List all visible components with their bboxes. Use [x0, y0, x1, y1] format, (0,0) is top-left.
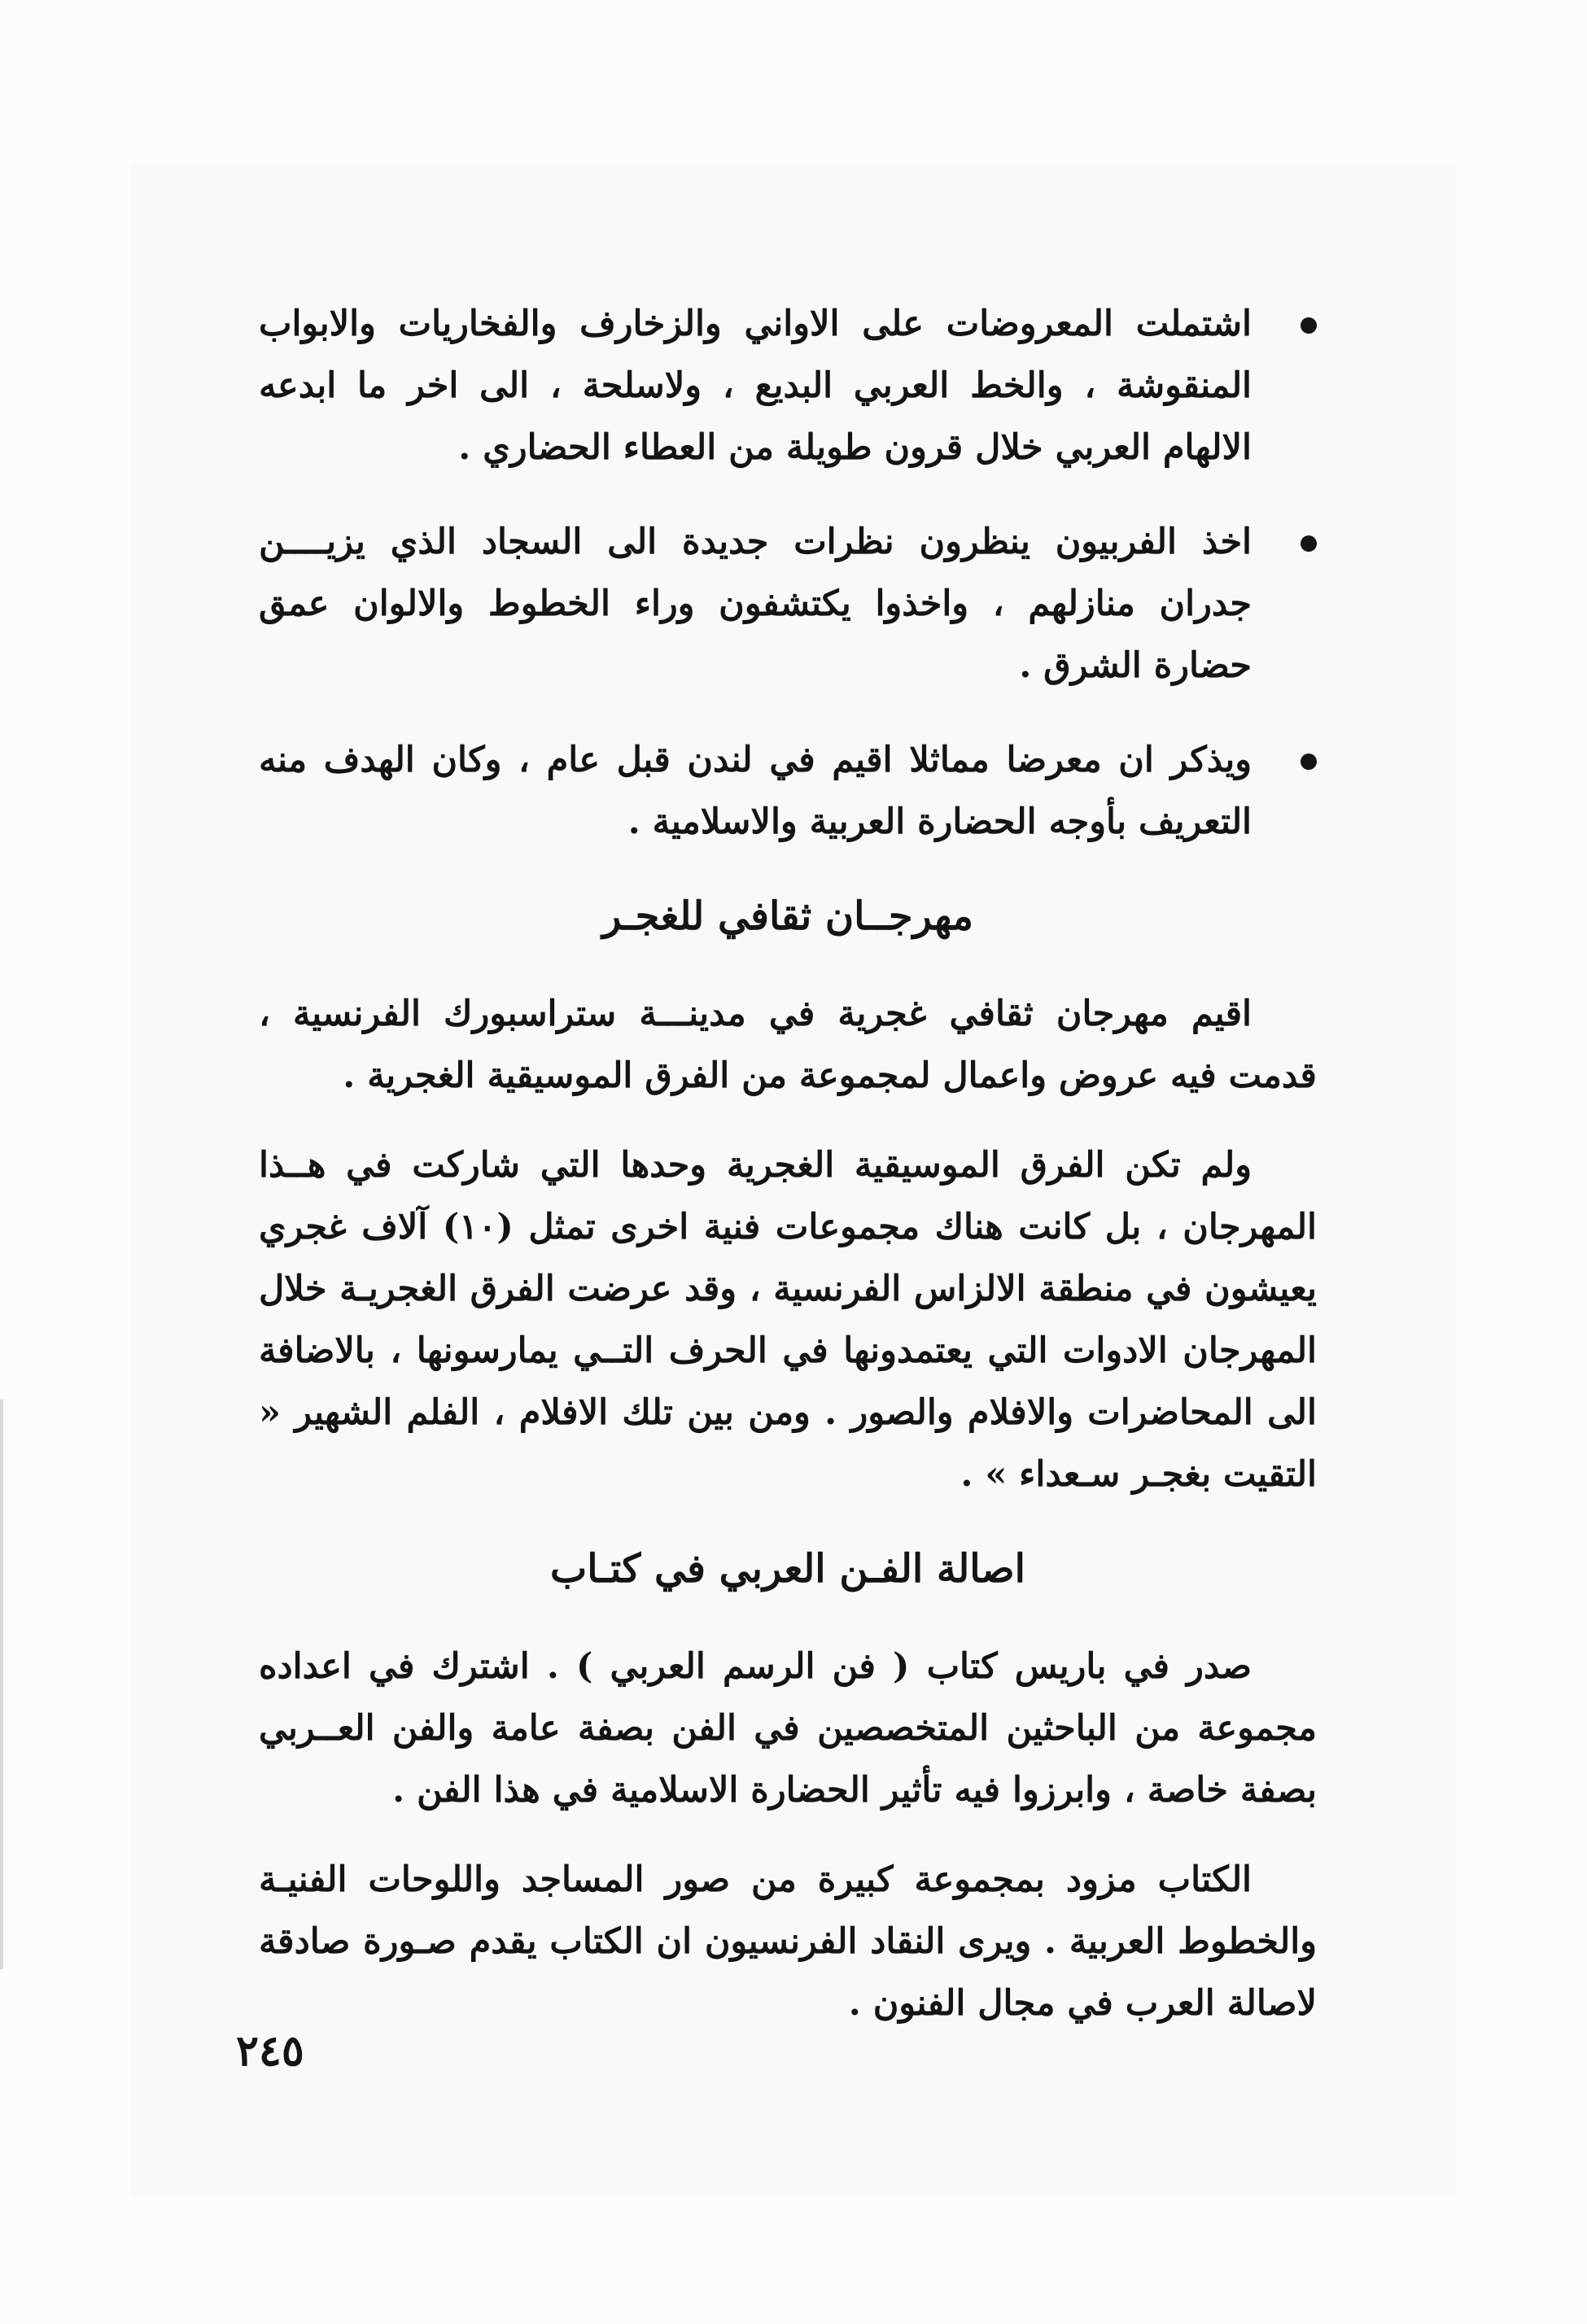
bullet-text: اشتملت المعروضات على الاواني والزخارف والفخاريات والابواب المنقوشة ، والخط العربي البديع ، ولاسلحة ، الى اخر ما ابدعه الالهام العربي خلال قرون طويلة من العطاء الحضاري .: [259, 304, 1252, 468]
bullet-item: [259, 293, 1317, 478]
bullet-text: اخذ الفربيون ينظرون نظرات جديدة الى السجاد الذي يزيــــن جدران منازلهم ، واخذوا يكتشفون وراء الخطوط والالوان عمق حضارة الشرق .: [259, 522, 1252, 686]
bullet-item: [259, 511, 1317, 697]
section-heading-gypsy-festival: مهرجــان ثقافي للغجـر: [602, 893, 973, 939]
bullet-dot-icon: [1301, 535, 1317, 552]
bullet-dot-icon: [1301, 754, 1317, 770]
bullet-item: [259, 729, 1317, 853]
section-heading-arab-art-book: اصالة الفـن العربي في كتـاب: [550, 1546, 1025, 1592]
bullet-list: [259, 293, 1317, 853]
bullet-dot-icon: [1301, 317, 1317, 334]
paragraph: صدر في باريس كتاب ( فن الرسم العربي ) . اشترك في اعداده مجموعة من الباحثين المتخصصين في الفن بصفة عامة والفن العــربي بصفة خاصة ، وابرزوا فيه تأثير الحضارة الاسلامية في هذا الفن .: [259, 1646, 1317, 1811]
page-body: [259, 293, 1317, 2062]
page-number: ٢٤٥: [236, 2026, 304, 2076]
page-edge-shadow: [0, 1400, 3, 1969]
paragraph: ولم تكن الفرق الموسيقية الغجرية وحدها التي شاركت في هــذا المهرجان ، بل كانت هناك مجموعات فنية اخرى تمثل (١٠) آلاف غجري يعيشون في منطقة الالزاس الفرنسية ، وقد عرضت الفرق الغجريـة خلال المهرجان الادوات التي يعتمدونها في الحرف التــي يمارسونها ، بالاضافة الى المحاضرات والافلام والصور . ومن بين تلك الافلام ، الفلم الشهير « التقيت بغجـر سـعداء » .: [259, 1145, 1317, 1495]
paragraph: الكتاب مزود بمجموعة كبيرة من صور المساجد واللوحات الفنيـة والخطوط العربية . ويرى النقاد الفرنسيون ان الكتاب يقدم صـورة صادقة لاصالة العرب في مجال الفنون .: [259, 1859, 1317, 2024]
paragraph: اقيم مهرجان ثقافي غجرية في مدينـــة ستراسبورك الفرنسية ، قدمت فيه عروض واعمال لمجموعة من الفرق الموسيقية الغجرية .: [259, 994, 1317, 1096]
bullet-text: ويذكر ان معرضا مماثلا اقيم في لندن قبل عام ، وكان الهدف منه التعريف بأوجه الحضارة العربية والاسلامية .: [259, 740, 1252, 842]
